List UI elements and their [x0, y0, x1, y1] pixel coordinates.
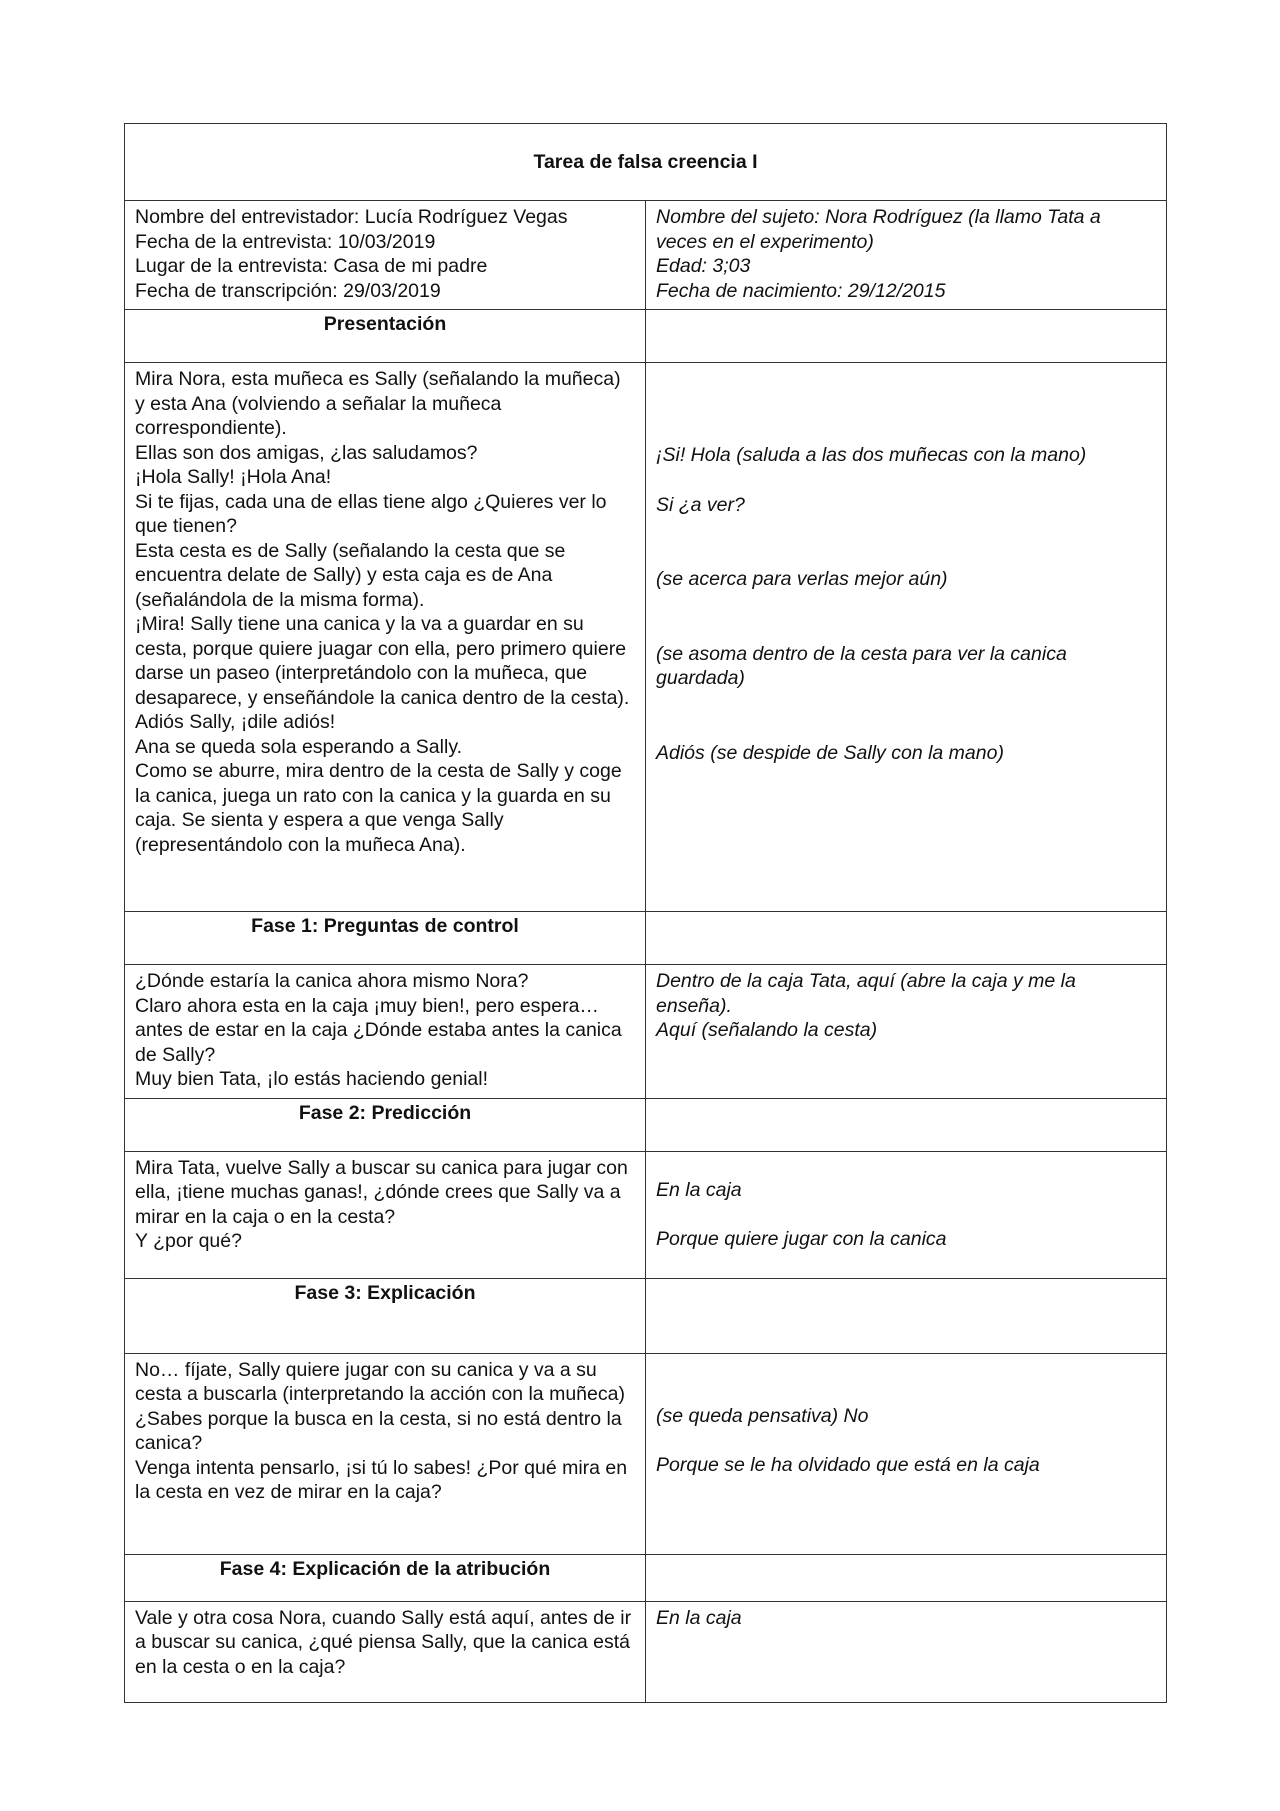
response-text: En la caja	[656, 1178, 742, 1201]
section-heading-blank	[646, 1278, 1167, 1353]
section-dialogue	[125, 1151, 646, 1278]
response-text: Porque se le ha olvidado que está en la caja	[656, 1454, 1040, 1476]
dialogue-text: Vale y otra cosa Nora, cuando Sally está aquí, antes de ir a buscar su canica, ¿qué piensa Sally, que la canica está en la cesta o en la caja?	[135, 1606, 637, 1678]
section-heading: Fase 3: Explicación	[125, 1278, 646, 1353]
subject-birth-date: Fecha de nacimiento: 29/12/2015	[656, 279, 946, 302]
section-heading: Fase 1: Preguntas de control	[125, 912, 646, 965]
section-dialogue	[125, 1601, 646, 1702]
false-belief-task-table	[124, 123, 1167, 1703]
dialogue-text: Mira Tata, vuelve Sally a buscar su canica para jugar con ella, ¡tiene muchas ganas!, ¿dónde crees que Sally va a mirar en la caja o en la cesta? Y ¿por qué?	[135, 1156, 628, 1252]
section-heading: Presentación	[125, 310, 646, 363]
response-text: Porque quiere jugar con la canica	[656, 1228, 947, 1250]
response-text: Si ¿a ver?	[656, 493, 745, 516]
dialogue-text: ¿Dónde estaría la canica ahora mismo Nora? Claro ahora esta en la caja ¡muy bien!, pero espera… antes de estar en la caja ¿Dónde estaba antes la canica de Sally? Muy bien Tata, ¡lo estás haciendo genial!	[135, 970, 622, 1090]
section-dialogue	[125, 965, 646, 1099]
subject-age: Edad: 3;03	[656, 255, 751, 277]
section-response	[646, 363, 1167, 912]
document-title: Tarea de falsa creencia I	[125, 124, 1167, 201]
response-text: (se asoma dentro de la cesta para ver la canica guardada)	[656, 642, 1073, 689]
section-response	[646, 1151, 1167, 1278]
section-heading-blank	[646, 1554, 1167, 1601]
dialogue-text: Mira Nora, esta muñeca es Sally (señalando la muñeca) y esta Ana (volviendo a señalar la muñeca correspondiente). Ellas son dos amigas, ¿las saludamos? ¡Hola Sally! ¡Hola Ana! Si te fijas, cada una de ellas tiene algo ¿Quieres ver lo que tienen? Esta cesta es de Sally (señalando la cesta que se encuentra delate de Sally) y esta caja es de Ana (señalándola de la misma forma). ¡Mira! Sally tiene una canica y la va a guardar en su cesta, porque quiere juagar con ella, pero primero quiere darse un paseo (interpretándolo con la muñeca, que desaparece, y enseñándole la canica dentro de la cesta). Adiós Sally, ¡dile adiós! Ana se queda sola esperando a Sally. Como se aburre, mira dentro de la cesta de Sally y coge la canica, juega un rato con la canica y la guarda en su caja. Se sienta y espera a que venga Sally (representándolo con la muñeca Ana).	[135, 368, 630, 856]
subject-name: Nombre del sujeto: Nora Rodríguez (la llamo Tata a veces en el experimento)	[656, 206, 1107, 253]
response-text: Aquí (señalando la cesta)	[656, 1019, 878, 1041]
section-heading-blank	[646, 310, 1167, 363]
response-text: ¡Si! Hola (saluda a las dos muñecas con la mano)	[656, 444, 1087, 466]
section-response	[646, 1601, 1167, 1702]
interview-date: Fecha de la entrevista: 10/03/2019	[135, 230, 436, 253]
section-dialogue	[125, 363, 646, 912]
section-heading-blank	[646, 1098, 1167, 1151]
section-heading-blank	[646, 912, 1167, 965]
section-heading: Fase 4: Explicación de la atribución	[125, 1554, 646, 1601]
section-response	[646, 1353, 1167, 1554]
interviewer-name: Nombre del entrevistador: Lucía Rodríguez Vegas	[135, 206, 568, 228]
response-text: En la caja	[656, 1606, 742, 1629]
interview-place: Lugar de la entrevista: Casa de mi padre	[135, 255, 488, 277]
subject-info	[646, 201, 1167, 310]
interviewer-info	[125, 201, 646, 310]
dialogue-text: No… fíjate, Sally quiere jugar con su canica y va a su cesta a buscarla (interpretando la acción con la muñeca) ¿Sabes porque la busca en la cesta, si no está dentro la canica? Venga intenta pensarlo, ¡si tú lo sabes! ¿Por qué mira en la cesta en vez de mirar en la caja?	[135, 1358, 628, 1503]
section-heading: Fase 2: Predicción	[125, 1098, 646, 1151]
response-text: (se queda pensativa) No	[656, 1404, 869, 1427]
response-text: Dentro de la caja Tata, aquí (abre la caja y me la enseña).	[656, 970, 1082, 1017]
response-text: Adiós (se despide de Sally con la mano)	[656, 741, 1004, 764]
response-text: (se acerca para verlas mejor aún)	[656, 568, 948, 590]
section-response	[646, 965, 1167, 1099]
transcription-date: Fecha de transcripción: 29/03/2019	[135, 279, 441, 302]
section-dialogue	[125, 1353, 646, 1554]
